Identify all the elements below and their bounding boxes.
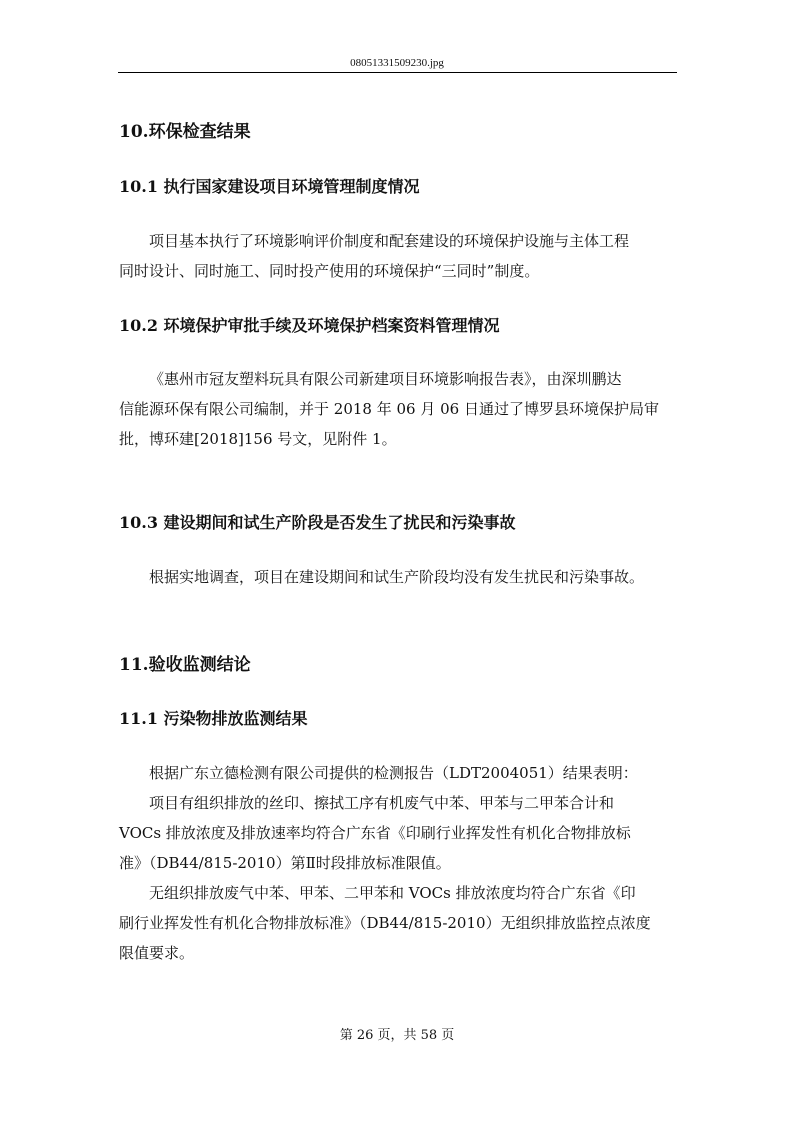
section-10-title: 10.环保检查结果: [119, 122, 251, 142]
paragraph-line: 同时设计、同时施工、同时投产使用的环境保护“三同时”制度。: [119, 262, 540, 280]
section-11-1-paragraph: [119, 758, 679, 968]
paragraph-line: 限值要求。: [119, 944, 195, 962]
paragraph-line: VOCs 排放浓度及排放速率均符合广东省《印刷行业挥发性有机化合物排放标: [119, 824, 631, 842]
paragraph-line: 无组织排放废气中苯、甲苯、二甲苯和 VOCs 排放浓度均符合广东省《印: [149, 884, 636, 902]
section-10-1-paragraph: [119, 226, 679, 286]
section-11-title: 11.验收监测结论: [119, 655, 251, 675]
paragraph-line: 刷行业挥发性有机化合物排放标准》（DB44/815-2010）无组织排放监控点浓度: [119, 914, 651, 932]
section-10-2-paragraph: [119, 364, 679, 454]
header-filename: 08051331509230.jpg: [350, 57, 444, 69]
paragraph-line: 《惠州市冠友塑料玩具有限公司新建项目环境影响报告表》，由深圳鹏达: [149, 370, 622, 388]
paragraph-line: 批，博环建[2018]156 号文，见附件 1。: [119, 430, 397, 448]
section-11-1-title: 11.1 污染物排放监测结果: [119, 709, 308, 728]
paragraph-line: 信能源环保有限公司编制，并于 2018 年 06 月 06 日通过了博罗县环境保护局审: [119, 400, 659, 418]
paragraph-line: 项目有组织排放的丝印、擦拭工序有机废气中苯、甲苯与二甲苯合计和: [149, 794, 615, 812]
section-10-3-paragraph: [119, 562, 679, 592]
section-10-2-title: 10.2 环境保护审批手续及环境保护档案资料管理情况: [119, 316, 500, 335]
paragraph-line: 根据广东立德检测有限公司提供的检测报告（LDT2004051）结果表明：: [149, 764, 638, 782]
paragraph-line: 根据实地调查，项目在建设期间和试生产阶段均没有发生扰民和污染事故。: [149, 568, 645, 586]
page-number: 第 26 页，共 58 页: [339, 1028, 455, 1043]
section-10-3-title: 10.3 建设期间和试生产阶段是否发生了扰民和污染事故: [119, 513, 516, 532]
section-10-1-title: 10.1 执行国家建设项目环境管理制度情况: [119, 177, 420, 196]
paragraph-line: 项目基本执行了环境影响评价制度和配套建设的环境保护设施与主体工程: [149, 232, 630, 250]
paragraph-line: 准》（DB44/815-2010）第Ⅱ时段排放标准限值。: [119, 854, 451, 872]
